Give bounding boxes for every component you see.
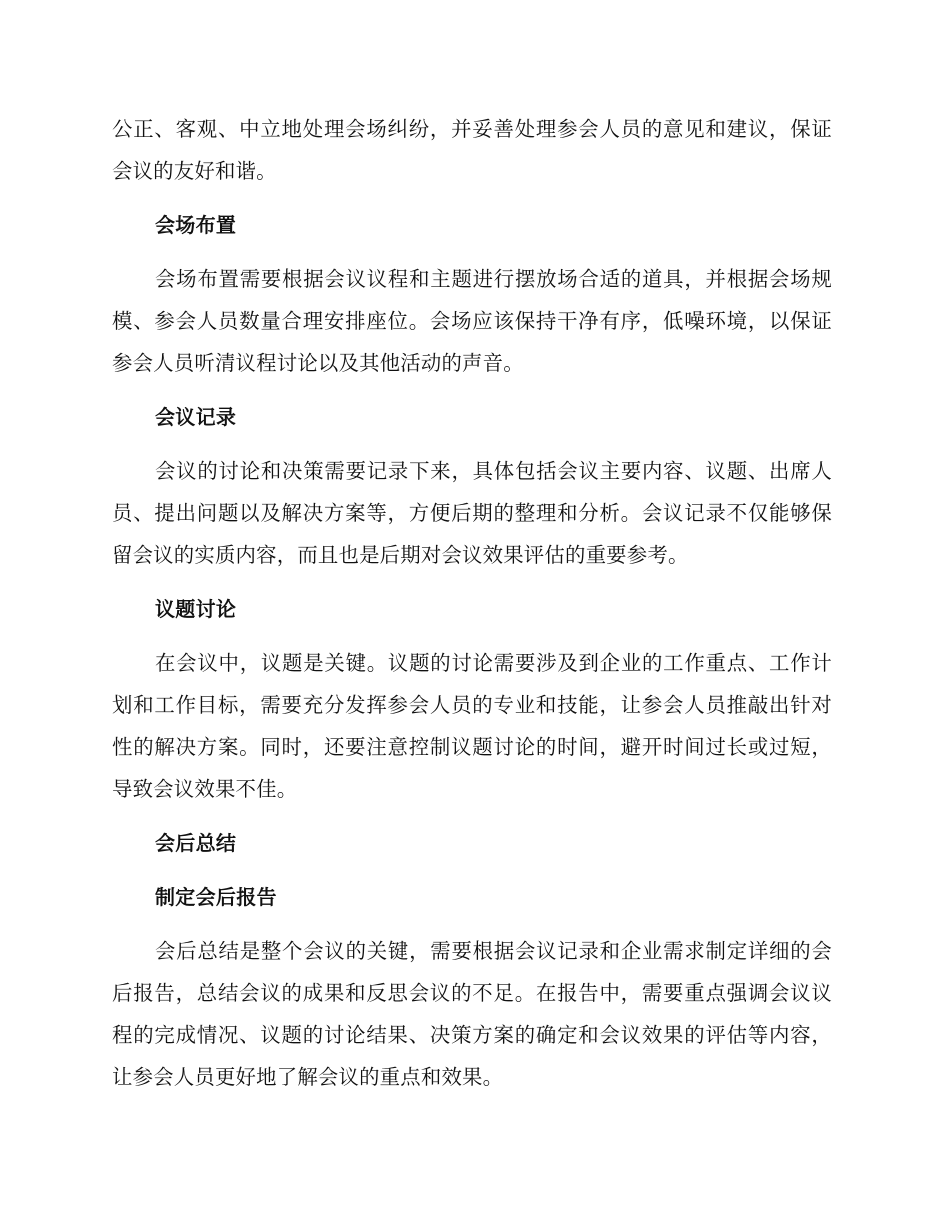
heading-venue-layout: 会场布置 [155,213,237,237]
paragraph-venue-layout: 会场布置需要根据会议议程和主题进行摆放场合适的道具，并根据会场规模、参会人员数量合理安排座位。会场应该保持干净有序，低噪环境，以保证参会人员听清议程讨论以及其他活动的声音。 [112,267,832,375]
heading-meeting-minutes: 会议记录 [155,405,237,429]
document-body [112,108,832,1098]
heading-topic-discussion: 议题讨论 [155,597,237,621]
paragraph-meeting-minutes: 会议的讨论和决策需要记录下来，具体包括会议主要内容、议题、出席人员、提出问题以及解决方案等，方便后期的整理和分析。会议记录不仅能够保留会议的实质内容，而且也是后期对会议效果评估的重要参考。 [112,459,832,567]
paragraph-topic-discussion: 在会议中，议题是关键。议题的讨论需要涉及到企业的工作重点、工作计划和工作目标，需要充分发挥参会人员的专业和技能，让参会人员推敲出针对性的解决方案。同时，还要注意控制议题讨论的时间，避开时间过长或过短，导致会议效果不佳。 [112,651,832,801]
paragraph-post-meeting-report: 会后总结是整个会议的关键，需要根据会议记录和企业需求制定详细的会后报告，总结会议的成果和反思会议的不足。在报告中，需要重点强调会议议程的完成情况、议题的讨论结果、决策方案的确定和会议效果的评估等内容，让参会人员更好地了解会议的重点和效果。 [112,939,832,1089]
heading-post-meeting-report: 制定会后报告 [155,885,277,909]
paragraph-intro-tail: 公正、客观、中立地处理会场纠纷，并妥善处理参会人员的意见和建议，保证会议的友好和谐。 [112,117,832,183]
heading-post-meeting-summary: 会后总结 [155,831,237,855]
